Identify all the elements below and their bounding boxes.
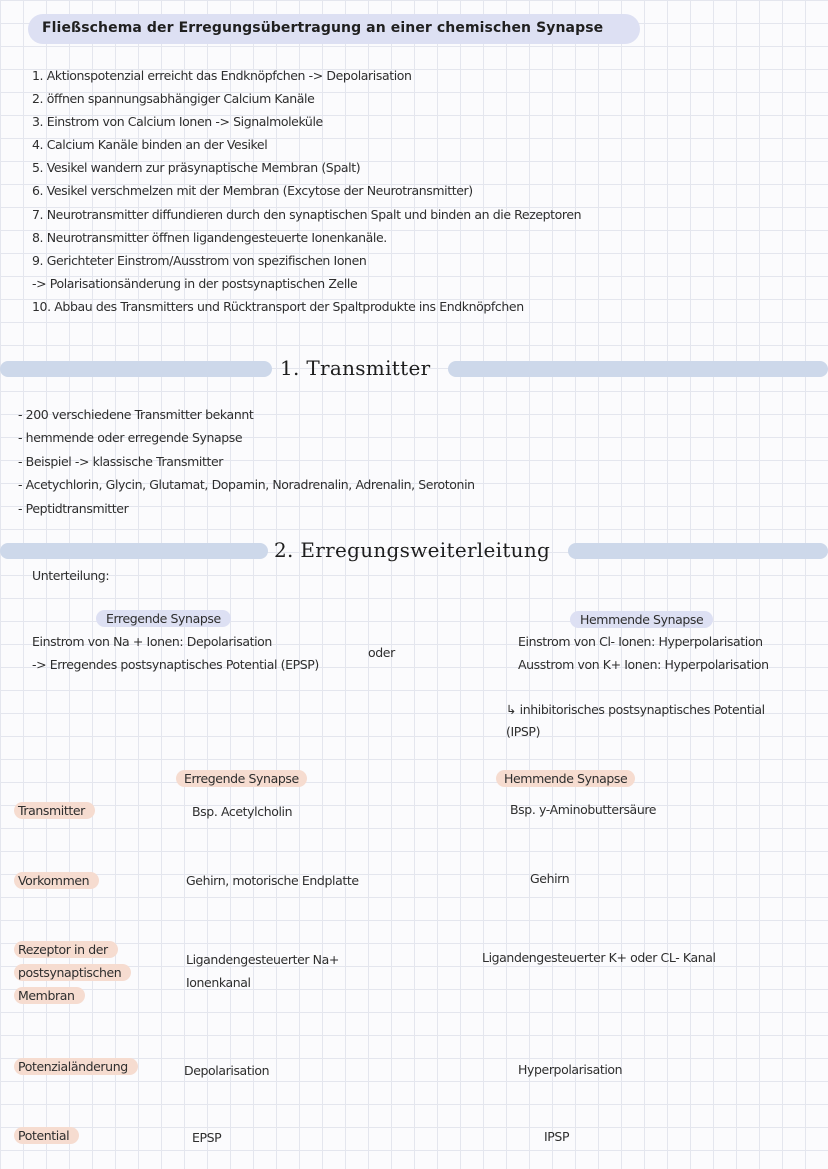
table-cell: Bsp. y-Aminobuttersäure: [510, 802, 657, 817]
list-item: 7. Neurotransmitter diffundieren durch den synaptischen Spalt und binden an die Rezeptoren: [32, 206, 582, 222]
row-label-receptor: Membran: [14, 987, 85, 1004]
table-cell: Bsp. Acetylcholin: [192, 804, 293, 819]
list-item: - 200 verschiedene Transmitter bekannt: [18, 407, 254, 422]
list-item: 3. Einstrom von Calcium Ionen -> Signalmoleküle: [32, 114, 323, 130]
list-item: 5. Vesikel wandern zur präsynaptische Membran (Spalt): [32, 160, 361, 176]
table-cell: Gehirn: [530, 871, 570, 886]
section2-heading: 2. Erregungsweiterleitung: [274, 538, 551, 562]
excitatory-line: Einstrom von Na + Ionen: Depolarisation: [32, 634, 272, 649]
ipsp-note: (IPSP): [506, 724, 541, 739]
ipsp-note: ↳ inhibitorisches postsynaptisches Potential: [506, 702, 765, 717]
page-title: Fließschema der Erregungsübertragung an einer chemischen Synapse: [42, 20, 604, 36]
list-item: 8. Neurotransmitter öffnen ligandengesteuerte Ionenkanäle.: [32, 229, 387, 245]
row-label-occurrence: Vorkommen: [14, 872, 99, 889]
row-label-transmitter: Transmitter: [14, 802, 95, 819]
table-cell: Ionenkanal: [186, 975, 251, 990]
excitatory-line: -> Erregendes postsynaptisches Potential (EPSP): [32, 657, 319, 672]
list-item: 4. Calcium Kanäle binden an der Vesikel: [32, 137, 268, 153]
list-item: - hemmende oder erregende Synapse: [18, 430, 243, 446]
row-label-potential: Potential: [14, 1127, 79, 1144]
subdivision-label: Unterteilung:: [32, 568, 110, 583]
transmitter-list: [18, 403, 475, 520]
list-item: 2. öffnen spannungsabhängiger Calcium Kanäle: [32, 91, 315, 107]
table-cell: IPSP: [544, 1129, 570, 1144]
list-item: 10. Abbau des Transmitters und Rücktransport der Spaltprodukte ins Endknöpfchen: [32, 298, 524, 314]
row-label-receptor: postsynaptischen: [14, 964, 131, 981]
row-label-receptor: Rezeptor in der: [14, 941, 118, 958]
table-cell: Ligandengesteuerter K+ oder CL- Kanal: [482, 950, 716, 965]
list-item: 9. Gerichteter Einstrom/Ausstrom von spezifischen Ionen: [32, 252, 367, 268]
or-label: oder: [368, 645, 395, 660]
inhibitory-line: Ausstrom von K+ Ionen: Hyperpolarisation: [518, 657, 769, 672]
list-item: 6. Vesikel verschmelzen mit der Membran (Excytose der Neurotransmitter): [32, 183, 473, 199]
flow-steps-list: [32, 64, 581, 318]
list-item: - Peptidtransmitter: [18, 500, 129, 516]
table-header-excitatory: Erregende Synapse: [176, 770, 307, 787]
excitatory-synapse-label: Erregende Synapse: [96, 610, 231, 627]
table-cell: Ligandengesteuerter Na+: [186, 952, 339, 967]
table-cell: Depolarisation: [184, 1063, 270, 1078]
inhibitory-line: Einstrom von Cl- Ionen: Hyperpolarisation: [518, 634, 763, 649]
section-divider-left: [0, 543, 268, 559]
table-cell: Hyperpolarisation: [518, 1062, 623, 1077]
inhibitory-synapse-label: Hemmende Synapse: [570, 611, 713, 628]
section1-heading: 1. Transmitter: [280, 356, 431, 380]
list-item: - Acetychlorin, Glycin, Glutamat, Dopamin, Noradrenalin, Adrenalin, Serotonin: [18, 477, 475, 493]
list-item: - Beispiel -> klassische Transmitter: [18, 453, 223, 469]
section-divider-left: [0, 361, 272, 377]
table-header-inhibitory: Hemmende Synapse: [496, 770, 635, 787]
list-item: 1. Aktionspotenzial erreicht das Endknöpfchen -> Depolarisation: [32, 68, 412, 83]
table-cell: EPSP: [192, 1130, 222, 1145]
section-divider-right: [448, 361, 828, 377]
table-cell: Gehirn, motorische Endplatte: [186, 873, 359, 888]
list-item: -> Polarisationsänderung in der postsynaptischen Zelle: [32, 275, 358, 291]
row-label-potential-change: Potenzialänderung: [14, 1058, 138, 1075]
section-divider-right: [568, 543, 828, 559]
